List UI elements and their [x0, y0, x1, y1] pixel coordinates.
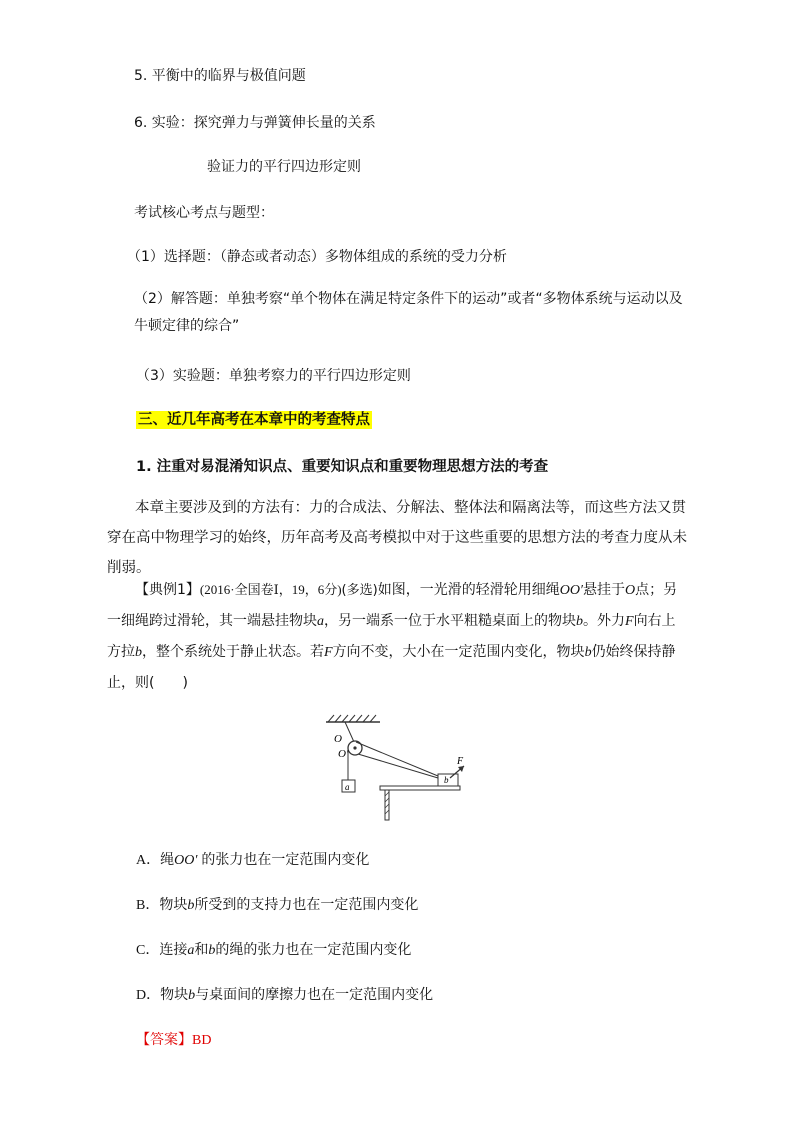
example-text: 点；另一细绳跨过滑轮，其一端悬挂物块 — [107, 582, 678, 629]
core-question-2: （2）解答题：单独考察“单个物体在满足特定条件下的运动”或者“多物体系统与运动以及牛顿定律的综合” — [134, 291, 683, 334]
option-b-text: 所受到的支持力也在一定范围内变化 — [194, 897, 419, 913]
label-f: F — [457, 756, 464, 767]
answer-label: 【答案】 — [136, 1032, 192, 1048]
option-d[interactable] — [136, 986, 433, 1005]
example-var-b: b — [576, 614, 583, 629]
answer — [136, 1031, 211, 1050]
table-top — [380, 786, 460, 790]
rope-to-b-top — [356, 742, 438, 776]
rope-oo — [345, 722, 354, 742]
option-c-text: 的绳的张力也在一定范围内变化 — [215, 942, 412, 958]
example-var-o: O — [625, 583, 636, 598]
option-c[interactable] — [136, 941, 411, 960]
example-multi: (多选) — [341, 583, 378, 598]
example-var-a: a — [317, 614, 324, 629]
example-source: (2016·全国卷Ⅰ，19，6分) — [199, 582, 342, 597]
option-a-label: A．绳 — [136, 853, 175, 868]
core-question-1: （1）选择题：（静态或者动态）多物体组成的系统的受力分析 — [127, 249, 507, 265]
option-c-var-a: a — [187, 943, 195, 958]
rope-to-b-bottom — [358, 754, 438, 778]
option-a-var: OO′ — [174, 853, 198, 868]
subsection-heading: 1. 注重对易混淆知识点、重要知识点和重要物理思想方法的考查 — [136, 459, 549, 475]
example-var-b: b — [584, 645, 592, 660]
core-heading: 考试核心考点与题型： — [134, 205, 274, 221]
option-a[interactable] — [136, 851, 369, 870]
example-text: ，整个系统处于静止状态。若 — [142, 644, 324, 660]
option-c-text: 和 — [194, 942, 209, 958]
topic-item-6-sub: 验证力的平行四边形定则 — [207, 159, 361, 175]
option-b[interactable] — [136, 896, 418, 915]
ceiling-hatching — [328, 715, 376, 722]
option-d-var: b — [188, 988, 196, 1003]
example-var-f: F — [625, 614, 634, 629]
label-a: a — [345, 782, 350, 792]
example-text: 如图，一光滑的轻滑轮用细绳 — [377, 582, 560, 598]
pulley-axle — [353, 746, 356, 749]
example-text: 。外力 — [583, 613, 625, 629]
example-tag: 【典例1】 — [135, 582, 200, 598]
option-d-text: 与桌面间的摩擦力也在一定范围内变化 — [195, 987, 434, 1003]
example-text: 向右上方拉 — [107, 613, 676, 660]
option-b-label: B．物块 — [136, 898, 188, 913]
core-question-3: （3）实验题：单独考察力的平行四边形定则 — [136, 368, 411, 384]
option-a-text: 的张力也在一定范围内变化 — [201, 852, 370, 868]
example-text: ，另一端系一位于水平粗糙桌面上的物块 — [324, 613, 576, 629]
option-c-var-b: b — [208, 943, 216, 958]
section-heading — [136, 411, 372, 429]
label-o: O — [334, 733, 342, 745]
section-title-highlight: 三、近几年高考在本章中的考查特点 — [138, 412, 370, 428]
option-d-label: D．物块 — [136, 988, 189, 1003]
topic-item-6: 6. 实验：探究弹力与弹簧伸长量的关系 — [134, 115, 376, 131]
example-text: 方向不变，大小在一定范围内变化，物块 — [332, 644, 585, 660]
pulley-diagram — [318, 712, 478, 822]
label-o-prime: O′ — [338, 748, 349, 760]
answer-value: BD — [192, 1033, 212, 1048]
option-b-var: b — [187, 898, 195, 913]
example-text: 仍始终保持静止，则( ) — [107, 644, 676, 691]
example-problem — [107, 575, 687, 698]
example-var-oo: OO′ — [559, 583, 583, 598]
section-body-paragraph: 本章主要涉及到的方法有：力的合成法、分解法、整体法和隔离法等，而这些方法又贯穿在高中物理学习的始终，历年高考及高考模拟中对于这些重要的思想方法的考查力度从未削弱。 — [107, 500, 687, 576]
example-var-b: b — [135, 645, 142, 660]
example-text: 悬挂于 — [583, 582, 625, 598]
example-var-f: F — [324, 645, 333, 660]
option-c-label: C．连接 — [136, 943, 188, 958]
topic-item-5: 5. 平衡中的临界与极值问题 — [134, 68, 306, 84]
label-b: b — [444, 775, 449, 785]
